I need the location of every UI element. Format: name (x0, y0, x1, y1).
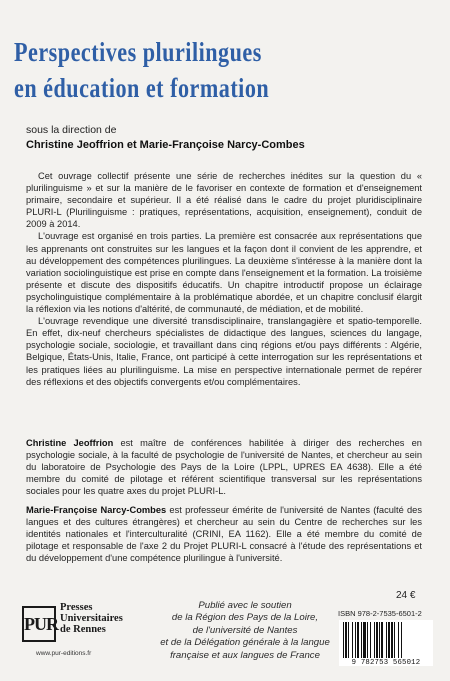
publisher-line: de Rennes (60, 624, 106, 635)
bio-name: Marie-Françoise Narcy-Combes (26, 505, 167, 515)
barcode-bar (391, 622, 393, 658)
summary-paragraph-2: L'ouvrage est organisé en trois parties. La première est consacrée aux représentations que les apprenants ont construites sur les langues et la façon dont il convient de les apprendre, et au développement des compétences plurilingues. La deuxième s'intéresse à la manière dont la variation sociolinguistique est prise en compte dans l'enseignement et la formation. La troisième présente et discute des dispositifs éducatifs. Un chapitre introductif propose un éclairage psycholinguistique complémentaire à la problématique abordée, et un chapitre conclusif élargit la réflexion via les notions d'altérité, de communauté, de médiation, et de mobilité. (26, 231, 422, 315)
barcode-bar (348, 622, 349, 658)
barcode-bar (361, 622, 362, 658)
barcode-digits: 9 782753 565012 (351, 659, 421, 667)
support-line: et de la Délégation générale à la langue (160, 637, 330, 649)
barcode-bar (388, 622, 390, 658)
support-notice (130, 600, 360, 662)
bio-narcy-combes (26, 504, 422, 564)
publisher-url: www.pur-editions.fr (36, 650, 92, 657)
price: 24 € (396, 590, 416, 601)
barcode-bar (355, 622, 356, 658)
title-line-2: en éducation et formation (14, 73, 270, 103)
support-line: de l'université de Nantes (192, 624, 298, 636)
bio-text: est professeur émérite de l'université de Nantes (faculté des langues et des cultures étrangères) et chercheur au sein du Centre de recherches sur les identités nationales et l'interculturalité (CRINI, EA 1162). Elle a été membre du comité de pilotage et responsable de l'axe 2 du Projet PLURI-L consacré à l'étude des représentations et du développement d'une compétence plurilingue à l'université. (26, 505, 422, 564)
barcode-bar (357, 622, 359, 658)
title-line-1: Perspectives plurilingues (14, 37, 262, 67)
summary-paragraph-1: Cet ouvrage collectif présente une série de recherches inédites sur la question du « plurilinguisme » et sur la manière de le favoriser en contexte de formation et d'enseignement primaire, secondaire et supérieur. Il a été réalisé dans le cadre du projet pluridisciplinaire PLURI-L (Plurilinguisme : pratiques, représentations, acquisition, enseignement), conduit de 2009 à 2014. (26, 171, 422, 230)
barcode-bar (381, 622, 383, 658)
barcode-bars (343, 622, 429, 658)
barcode-bar (379, 622, 380, 658)
publisher-line: Universitaires (60, 613, 123, 624)
publisher-line: Presses (60, 602, 93, 613)
support-line: de la Région des Pays de la Loire, (171, 612, 319, 624)
pur-logo-box: PUR (22, 606, 56, 642)
barcode-bar (386, 622, 387, 658)
support-line: française et aux langues de France (170, 649, 320, 661)
support-line: Publié avec le soutien (198, 600, 292, 611)
publisher-logo (22, 598, 122, 670)
isbn: ISBN 978-2-7535-6501-2 (338, 609, 422, 618)
barcode-bar (370, 622, 371, 658)
barcode (339, 620, 433, 666)
bio-name: Christine Jeoffrion (26, 438, 114, 448)
bio-jeoffrion (26, 437, 422, 497)
barcode-bar (345, 622, 347, 658)
barcode-bar (398, 622, 399, 658)
authors: Christine Jeoffrion et Marie-Françoise Narcy-Combes (26, 139, 305, 151)
barcode-bar (367, 622, 368, 658)
book-title (14, 34, 358, 106)
direction-label: sous la direction de (26, 124, 117, 136)
barcode-bar (374, 622, 375, 658)
barcode-bar (376, 622, 378, 658)
barcode-bar (401, 622, 402, 658)
publisher-name (60, 602, 123, 635)
barcode-bar (394, 622, 395, 658)
barcode-bar (363, 622, 366, 658)
summary (26, 170, 422, 388)
barcode-bar (352, 622, 353, 658)
summary-paragraph-3: L'ouvrage revendique une diversité transdisciplinaire, translangagière et spatio-temporelle. En effet, dix-neuf chercheurs spécialistes de didactique des langues, sciences du langage, psychologie sociale, sociologie, et travaillant dans cinq régions et/ou pays différents : Algérie, Belgique, États-Unis, Italie, France, ont participé à cette interrogation sur les représentations et les pratiques liées au plurilinguisme. La mise en perspective internationale permet de repérer des réflexions et des objectifs convergents et/ou complémentaires. (26, 316, 422, 387)
bio-text: est maître de conférences habilitée à diriger des recherches en psychologie sociale, à la faculté de psychologie de l'université de Nantes, et chercheur au sein du laboratoire de Psychologie des Pays de la Loire (LPPL, UPRES EA 4638). Elle a été membre du comité de pilotage et référent scientifique transversal sur les représentations sociales pour les quatre axes du projet PLURI-L. (26, 438, 422, 497)
barcode-bar (343, 622, 344, 658)
